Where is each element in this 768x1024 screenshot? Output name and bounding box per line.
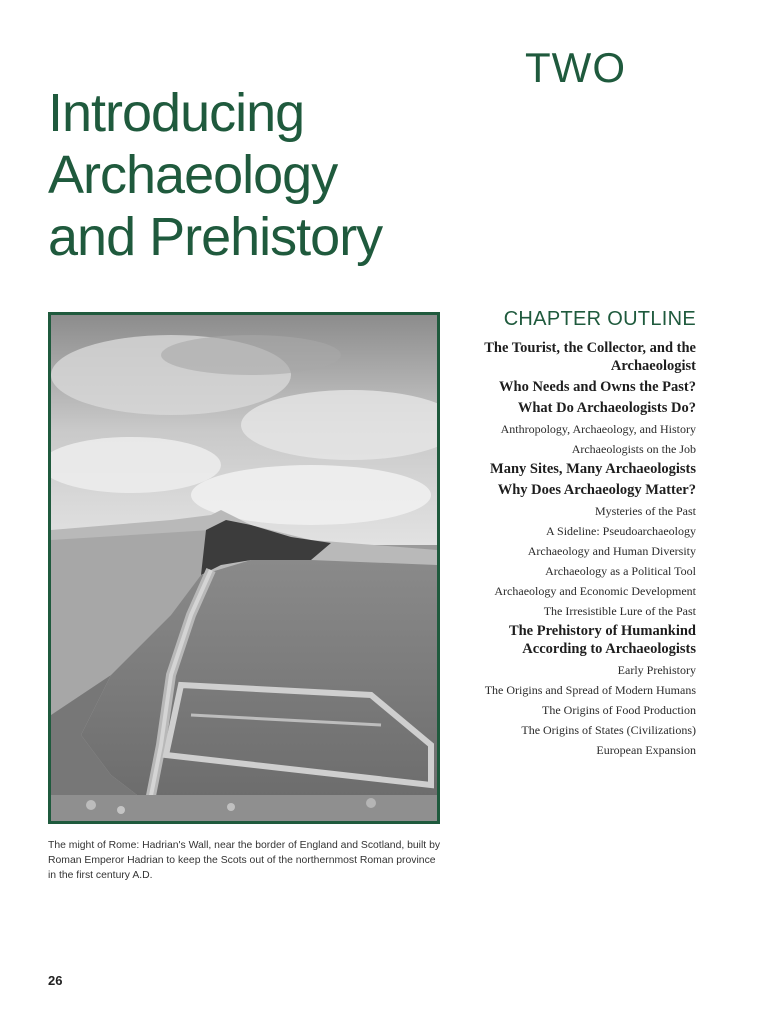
chapter-title-line-1: Introducing <box>48 83 305 143</box>
outline-subitem: Mysteries of the Past <box>595 504 696 518</box>
chapter-number: TWO <box>525 44 626 91</box>
outline-subitem: A Sideline: Pseudoarchaeology <box>546 524 696 538</box>
outline-subitem: Anthropology, Archaeology, and History <box>500 422 696 436</box>
page-number: 26 <box>48 973 63 988</box>
outline-item: Who Needs and Owns the Past? <box>499 379 696 395</box>
outline-subitem: The Origins of States (Civilizations) <box>521 723 696 737</box>
outline-subitem: The Origins of Food Production <box>542 703 696 717</box>
hadrians-wall-photo <box>48 312 440 824</box>
outline-subitem: Archaeology and Economic Development <box>494 584 696 598</box>
outline-subitem: Early Prehistory <box>617 663 696 677</box>
outline-subitem: Archaeology as a Political Tool <box>545 564 696 578</box>
outline-item: The Prehistory of Humankind According to Archaeologists <box>508 623 696 657</box>
chapter-outline-list <box>466 339 696 758</box>
chapter-outline-heading: CHAPTER OUTLINE <box>503 308 696 330</box>
outline-item: Many Sites, Many Archaeologists <box>490 461 696 477</box>
photo-caption: The might of Rome: Hadrian's Wall, near the border of England and Scotland, built by Roman Emperor Hadrian to keep the Scots out of the northernmost Roman province in the first century A.D. <box>48 840 441 881</box>
chapter-title-line-2: Archaeology <box>48 145 338 205</box>
outline-subitem: Archaeologists on the Job <box>571 442 696 456</box>
outline-subitem: Archaeology and Human Diversity <box>527 544 696 558</box>
outline-item: What Do Archaeologists Do? <box>517 400 696 416</box>
outline-subitem: European Expansion <box>596 743 696 757</box>
outline-subitem: The Irresistible Lure of the Past <box>543 604 696 618</box>
chapter-title <box>48 82 382 268</box>
outline-subitem: The Origins and Spread of Modern Humans <box>484 683 696 697</box>
chapter-title-line-3: and Prehistory <box>48 207 383 267</box>
chapter-outline <box>466 308 696 758</box>
hadrians-wall-image <box>51 315 437 821</box>
outline-item: The Tourist, the Collector, and the Archaeologist <box>484 340 696 374</box>
outline-item: Why Does Archaeology Matter? <box>497 482 696 498</box>
